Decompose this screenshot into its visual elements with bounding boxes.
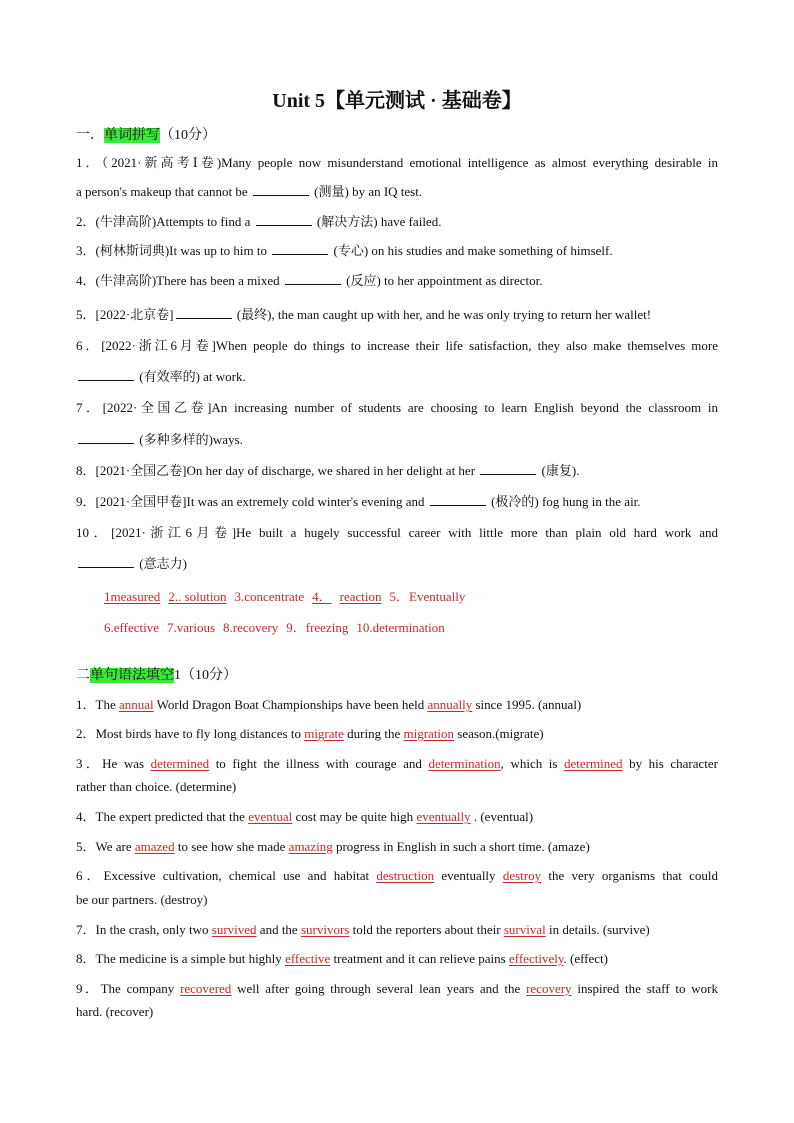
sentence-text: in details. (survive) bbox=[545, 922, 650, 937]
s1-item-5-hint: (最终), the man caught up with her, and he was only trying to return her wallet! bbox=[233, 307, 652, 322]
s1-item-10-hint: (意志力) bbox=[136, 556, 187, 571]
section1-prefix: 一． bbox=[76, 128, 104, 143]
sentence-text: 5．We are bbox=[76, 839, 135, 854]
section2-prefix: 二 bbox=[76, 668, 90, 683]
sentence-text: cost may be quite high bbox=[292, 809, 417, 824]
filled-answer: migration bbox=[403, 726, 455, 741]
s1-answers-line2 bbox=[104, 617, 453, 636]
sentence-text: and the bbox=[256, 922, 301, 937]
answer-blank bbox=[253, 183, 309, 196]
s1-item-5-text: 5．[2022·北京卷] bbox=[76, 307, 174, 322]
s2-line-10 bbox=[76, 948, 718, 967]
s1-item-9-hint: (极冷的) fog hung in the air. bbox=[487, 494, 641, 509]
s1-item-4-hint: (反应) to her appointment as director. bbox=[342, 273, 543, 288]
sentence-text: 7．In the crash, only two bbox=[76, 922, 212, 937]
s1-item-9 bbox=[76, 491, 718, 510]
filled-answer: eventually bbox=[416, 809, 471, 824]
section2-suffix: 1（10分） bbox=[174, 668, 237, 683]
s2-line-4 bbox=[76, 779, 718, 795]
filled-answer: annual bbox=[118, 697, 154, 712]
section2-header bbox=[76, 664, 237, 684]
answer-7: 7.various bbox=[166, 620, 216, 635]
s1-item-2 bbox=[76, 211, 718, 230]
s2-line-1 bbox=[76, 694, 718, 713]
sentence-text: told the reporters about their bbox=[349, 922, 504, 937]
sentence-text: 4．The expert predicted that the bbox=[76, 809, 249, 824]
section1-suffix: （10分） bbox=[160, 128, 216, 143]
s1-item-5 bbox=[76, 304, 718, 323]
sentence-text: inspired the staff to work bbox=[571, 981, 718, 996]
sentence-text: 9．The company bbox=[76, 981, 181, 996]
sentence-text: 1．The bbox=[76, 697, 119, 712]
answer-blank bbox=[78, 431, 134, 444]
sentence-text: treatment and it can relieve pains bbox=[330, 951, 509, 966]
s1-item-6-hint: (有效率的) at work. bbox=[136, 369, 246, 384]
s2-line-3 bbox=[76, 753, 718, 772]
s1-item-1-line1: 1．（2021·新高考Ⅰ卷)Many people now misunderstand emotional intelligence as almost everything desirable in bbox=[76, 155, 718, 170]
sentence-text: rather than choice. (determine) bbox=[76, 779, 237, 794]
section2-name: 单句语法填空 bbox=[90, 668, 174, 683]
filled-answer: effective bbox=[285, 951, 331, 966]
sentence-text: progress in English in such a short time. (amaze) bbox=[332, 839, 590, 854]
s1-answers-line1 bbox=[104, 586, 473, 605]
s1-item-3-hint: (专心) on his studies and make something of himself. bbox=[330, 243, 613, 258]
answer-5: 5．Eventually bbox=[389, 589, 466, 604]
answer-blank bbox=[285, 272, 341, 285]
answer-8: 8.recovery bbox=[223, 620, 279, 635]
page-title: Unit 5【单元测试 · 基础卷】 bbox=[272, 90, 522, 112]
s1-item-7-line1: 7．[2022·全国乙卷]An increasing number of students are choosing to learn English beyond the classroom in bbox=[76, 400, 718, 415]
sentence-text: 8．The medicine is a simple but highly bbox=[76, 951, 286, 966]
s1-item-1-text: a person's makeup that cannot be bbox=[76, 184, 251, 199]
sentence-text: World Dragon Boat Championships have been held bbox=[153, 697, 428, 712]
answer-blank bbox=[78, 368, 134, 381]
answer-10: 10.determination bbox=[356, 620, 445, 635]
filled-answer: recovery bbox=[526, 981, 572, 996]
s1-item-6-line2 bbox=[76, 366, 718, 385]
sentence-text: hard. (recover) bbox=[76, 1004, 154, 1019]
s1-item-7-line2 bbox=[76, 429, 718, 448]
answer-1: 1measured bbox=[104, 589, 161, 604]
answer-3: 3.concentrate bbox=[234, 589, 305, 604]
filled-answer: amazed bbox=[134, 839, 175, 854]
sentence-text: . (eventual) bbox=[470, 809, 534, 824]
filled-answer: determined bbox=[150, 756, 210, 771]
section1-header bbox=[76, 124, 216, 144]
filled-answer: amazing bbox=[288, 839, 333, 854]
filled-answer: migrate bbox=[304, 726, 344, 741]
s1-item-8 bbox=[76, 460, 718, 479]
answer-4: reaction bbox=[339, 589, 382, 604]
s1-item-2-text: 2．(牛津高阶)Attempts to find a bbox=[76, 214, 254, 229]
sentence-text: to see how she made bbox=[174, 839, 289, 854]
sentence-text: well after going through several lean years and the bbox=[231, 981, 527, 996]
sentence-text: eventually bbox=[434, 868, 503, 883]
filled-answer: survived bbox=[211, 922, 257, 937]
sentence-text: by his character bbox=[622, 756, 718, 771]
s1-item-10-line2 bbox=[76, 553, 718, 572]
s1-item-6-line1: 6．[2022·浙江6月卷]When people do things to increase their life satisfaction, they also make themselves more bbox=[76, 338, 718, 353]
s1-item-3-text: 3．(柯林斯词典)It was up to him to bbox=[76, 243, 271, 258]
s1-item-1-hint: (测量) by an IQ test. bbox=[310, 184, 423, 199]
filled-answer: effectively bbox=[508, 951, 564, 966]
sentence-text: since 1995. (annual) bbox=[472, 697, 582, 712]
sentence-text: during the bbox=[343, 726, 404, 741]
sentence-text: to fight the illness with courage and bbox=[209, 756, 429, 771]
filled-answer: determination bbox=[428, 756, 501, 771]
sentence-text: season.(migrate) bbox=[454, 726, 544, 741]
answer-blank bbox=[78, 555, 134, 568]
filled-answer: eventual bbox=[248, 809, 293, 824]
sentence-text: , which is bbox=[500, 756, 565, 771]
answer-2-num: 2.. solution bbox=[168, 589, 227, 604]
s1-item-1-line2 bbox=[76, 181, 718, 200]
answer-blank bbox=[480, 462, 536, 475]
sentence-text: . (effect) bbox=[563, 951, 608, 966]
filled-answer: annually bbox=[427, 697, 473, 712]
s2-line-8 bbox=[76, 892, 718, 908]
filled-answer: determined bbox=[564, 756, 623, 771]
s1-item-4 bbox=[76, 270, 718, 289]
filled-answer: survival bbox=[503, 922, 546, 937]
answer-4-num: 4． bbox=[312, 589, 332, 604]
answer-6: 6.effective bbox=[104, 620, 159, 635]
answer-blank bbox=[272, 242, 328, 255]
s2-line-5 bbox=[76, 806, 718, 825]
s1-item-9-text: 9．[2021·全国甲卷]It was an extremely cold winter's evening and bbox=[76, 494, 428, 509]
filled-answer: survivors bbox=[300, 922, 350, 937]
sentence-text: be our partners. (destroy) bbox=[76, 892, 208, 907]
s2-line-9 bbox=[76, 919, 718, 938]
answer-blank bbox=[176, 306, 232, 319]
answer-9: 9．freezing bbox=[286, 620, 349, 635]
answer-blank bbox=[430, 493, 486, 506]
s1-item-4-text: 4．(牛津高阶)There has been a mixed bbox=[76, 273, 283, 288]
s1-item-10-line1: 10．[2021·浙江6月卷]He built a hugely successful career with little more than plain old hard work and bbox=[76, 525, 718, 540]
s2-line-6 bbox=[76, 836, 718, 855]
answer-blank bbox=[256, 213, 312, 226]
filled-answer: recovered bbox=[180, 981, 232, 996]
s2-line-11 bbox=[76, 978, 718, 997]
section1-name: 单词拼写 bbox=[104, 128, 160, 143]
s1-item-8-text: 8．[2021·全国乙卷]On her day of discharge, we shared in her delight at her bbox=[76, 463, 479, 478]
s2-line-12 bbox=[76, 1004, 718, 1020]
sentence-text: the very organisms that could bbox=[541, 868, 718, 883]
s1-item-2-hint: (解决方法) have failed. bbox=[313, 214, 442, 229]
sentence-text: 3．He was bbox=[76, 756, 151, 771]
s2-line-7 bbox=[76, 865, 718, 884]
filled-answer: destruction bbox=[376, 868, 435, 883]
s1-item-3 bbox=[76, 240, 718, 259]
filled-answer: destroy bbox=[502, 868, 542, 883]
s1-item-8-hint: (康复). bbox=[538, 463, 580, 478]
sentence-text: 6．Excessive cultivation, chemical use and habitat bbox=[76, 868, 377, 883]
s1-item-7-hint: (多种多样的)ways. bbox=[136, 432, 243, 447]
sentence-text: 2．Most birds have to fly long distances to bbox=[76, 726, 305, 741]
s2-line-2 bbox=[76, 723, 718, 742]
